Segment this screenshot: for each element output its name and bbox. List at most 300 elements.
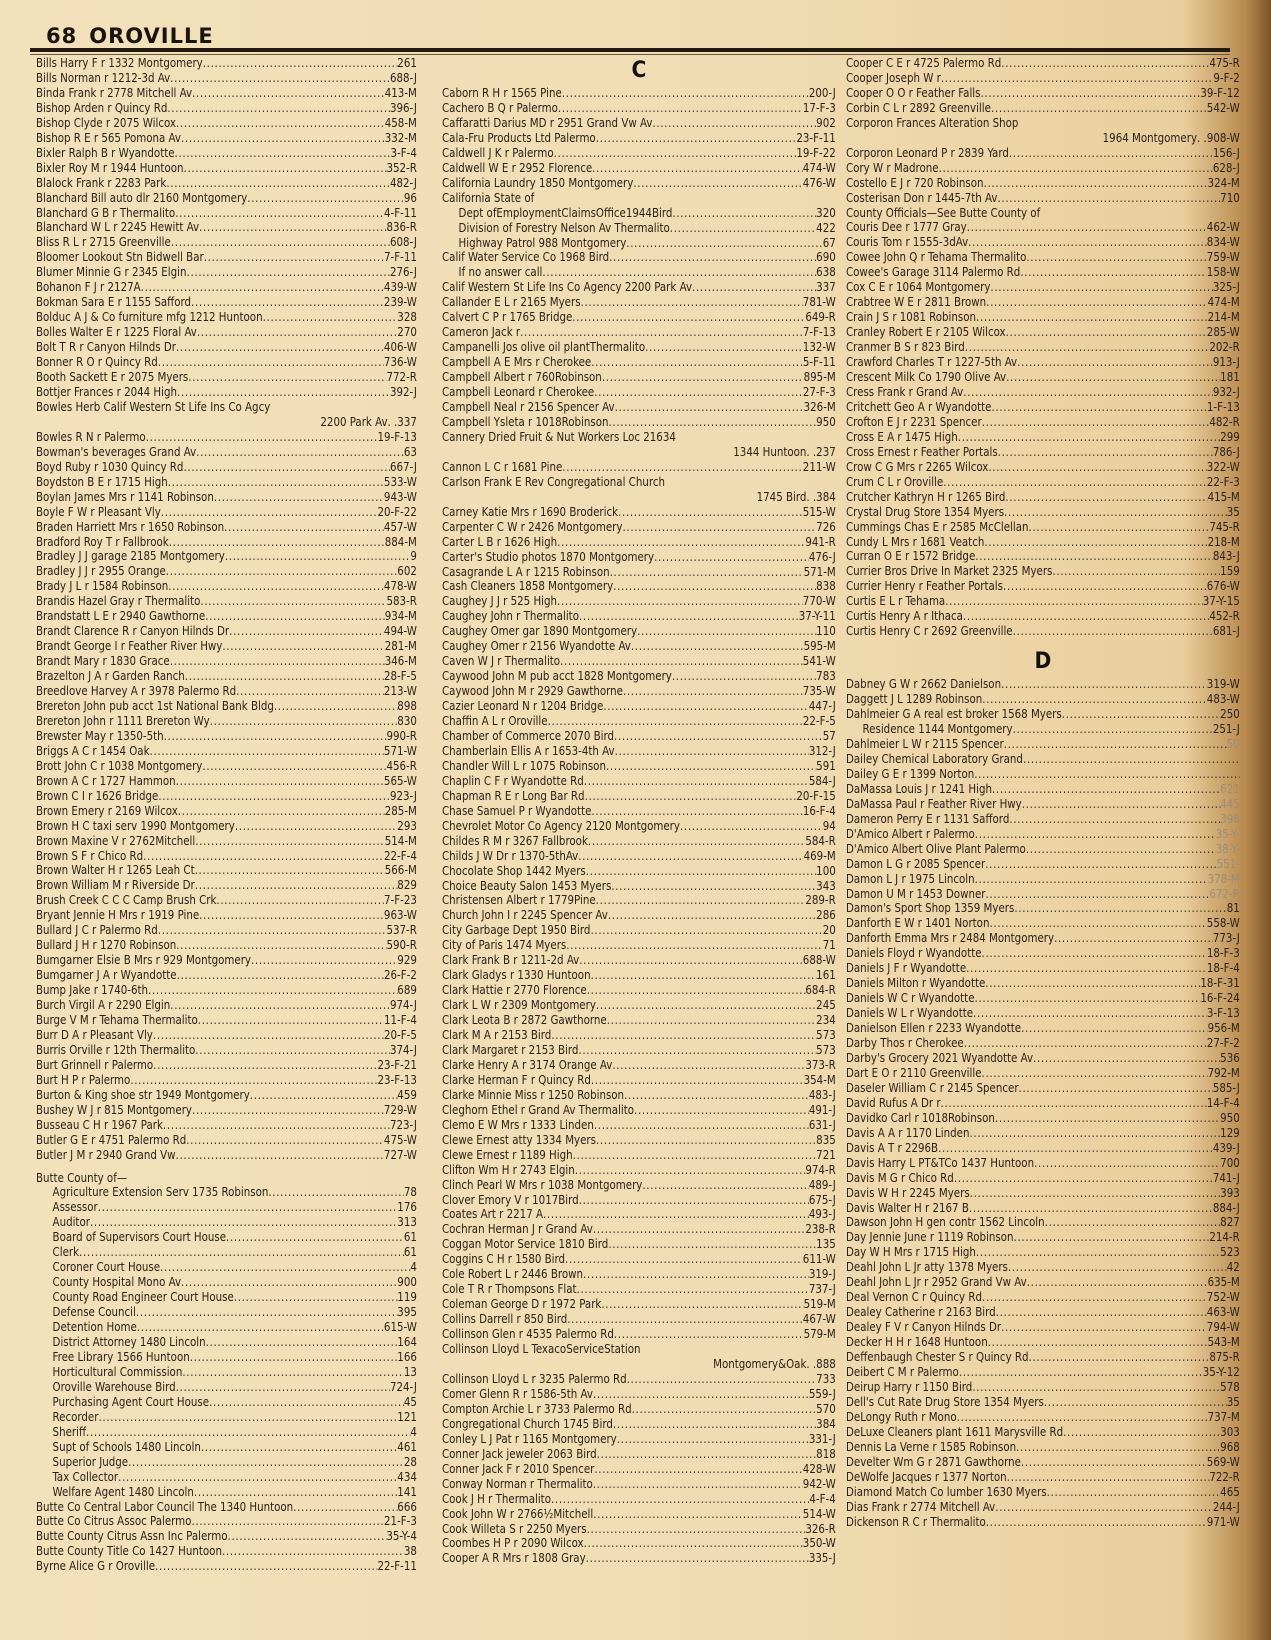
dot-leader: [633, 176, 802, 191]
listing-phone: 331-J: [808, 1431, 836, 1446]
dot-leader: [982, 946, 1207, 961]
dot-leader: [634, 1103, 809, 1118]
listing-name: Bottjer Frances r 2044 High: [36, 384, 178, 399]
listing-phone: 838: [816, 579, 836, 594]
listing-phone: 428-W: [802, 1461, 836, 1476]
listing-name: Boydston B E r 1715 High: [36, 474, 168, 489]
listing-name: Damon's Sport Shop 1359 Myers: [846, 901, 1015, 916]
listing-entry: [442, 1193, 836, 1208]
listing-phone: 688-W: [802, 953, 836, 968]
dot-leader: [973, 1006, 1207, 1021]
listing-entry: [846, 812, 1240, 827]
dot-leader: [988, 460, 1206, 475]
listing-entry: [846, 400, 1240, 415]
listing-name: Collinson Lloyd L r 3235 Palermo Rd: [442, 1371, 627, 1386]
listing-name: Cowee's Garage 3114 Palermo Rd: [846, 265, 1021, 280]
dot-leader: [554, 146, 797, 161]
dot-leader: [158, 789, 390, 804]
listing-entry: [36, 1290, 417, 1305]
listing-entry: [36, 1544, 417, 1559]
dot-leader: [195, 863, 385, 878]
listing-phone: 4-F-4: [809, 1491, 836, 1506]
listing-name: Boyle F W r Pleasant Vly: [36, 504, 161, 519]
dot-leader: [176, 1380, 390, 1395]
listing-phone: 39-F-12: [1200, 85, 1240, 100]
listing-entry: [36, 654, 417, 669]
listing-name: Currier Henry r Feather Portals: [846, 579, 1004, 594]
listing-entry: [846, 1230, 1240, 1245]
listing-entry: [442, 879, 836, 894]
listing-entry: [442, 1372, 836, 1387]
listing-name: Chapman R E r Long Bar Rd: [442, 788, 585, 803]
listing-entry: [846, 535, 1240, 550]
listing-entry: [846, 460, 1240, 475]
listing-name: Crystal Drug Store 1354 Myers: [846, 504, 1005, 519]
dot-leader: [958, 430, 1220, 445]
dot-leader: [130, 1073, 377, 1088]
listing-entry: [846, 1201, 1240, 1216]
listing-name: Blanchard W L r 2245 Hewitt Av: [36, 220, 200, 235]
listing-name: Cranley Robert E r 2105 Wilcox: [846, 325, 1006, 340]
listing-entry: [846, 1305, 1240, 1320]
listing-phone: 621: [1220, 781, 1240, 796]
listing-name: Cooper C E r 4725 Palermo Rd: [846, 56, 1002, 70]
dot-leader: [982, 1066, 1208, 1081]
listing-name: Brott John C r 1038 Montgomery: [36, 758, 203, 773]
listing-entry: [442, 804, 836, 819]
listing-entry: [36, 549, 417, 564]
listing-name: Coombes H P r 2090 Wilcox: [442, 1536, 584, 1551]
listing-entry: [442, 1551, 836, 1566]
listing-phone: 4-F-11: [384, 205, 417, 220]
dot-leader: [596, 998, 816, 1013]
listing-name: Braden Harriett Mrs r 1650 Robinson: [36, 519, 225, 534]
listing-phone: 578: [1220, 1379, 1240, 1394]
listing-phone: 5-F-11: [802, 355, 836, 370]
listing-entry: [36, 295, 417, 310]
dot-leader: [612, 1058, 805, 1073]
dot-leader: [560, 654, 803, 669]
listing-name: Purchasing Agent Court House: [52, 1394, 210, 1409]
listing-phone: 337: [816, 280, 836, 295]
listing-name: Danforth E W r 1401 Norton: [846, 916, 990, 931]
dot-leader: [991, 101, 1207, 116]
dot-leader: [1029, 1350, 1210, 1365]
listing-phone: 71: [822, 938, 836, 953]
dot-leader: [176, 774, 384, 789]
listing-entry: [36, 445, 417, 460]
listing-phone: 335-J: [808, 1551, 836, 1566]
dot-leader: [631, 639, 804, 654]
spacer: [846, 131, 1103, 146]
dot-leader: [581, 295, 803, 310]
listing-phone: 566-M: [384, 863, 417, 878]
listing-phone: 700: [1220, 1155, 1240, 1170]
listing-phone: 326-M: [803, 400, 836, 415]
dot-leader: [177, 968, 384, 983]
dot-leader: [176, 116, 385, 131]
dot-leader: [236, 684, 384, 699]
listing-entry: [442, 146, 836, 161]
listing-name: Dahlmeier L W r 2115 Spencer: [846, 736, 1004, 751]
listing-name: Cook Willeta S r 2250 Myers: [442, 1521, 587, 1536]
listing-entry: [36, 968, 417, 983]
listing-phone: 569-W: [1206, 1454, 1240, 1469]
listing-entry: [442, 639, 836, 654]
dot-leader: [992, 782, 1220, 797]
listing-entry: [36, 220, 417, 235]
listing-entry: [36, 1275, 417, 1290]
dot-leader: [588, 834, 805, 849]
listing-name: Bradley J J r 2955 Orange: [36, 564, 166, 579]
listing-name: Byrne Alice G r Oroville: [36, 1559, 156, 1574]
listing-entry: [846, 56, 1240, 71]
listing-name: Curtis Henry A r Ithaca: [846, 609, 963, 624]
listing-name: Caffaratti Darius MD r 2951 Grand Vw Av: [442, 115, 653, 130]
directory-column-1: [36, 56, 417, 1574]
listing-phone: 422: [816, 220, 836, 235]
listing-name: Daggett J L 1289 Robinson: [846, 692, 983, 707]
listing-name: DeLuxe Cleaners plant 1611 Marysville Rd: [846, 1424, 1064, 1439]
listing-phone: 121: [397, 1409, 417, 1424]
listing-name: Welfare Agent 1480 Lincoln: [52, 1484, 194, 1499]
listing-entry: [442, 864, 836, 879]
listing-name: Diamond Match Co lumber 1630 Myers: [846, 1484, 1047, 1499]
listing-phone: 584-J: [808, 773, 836, 788]
listing-entry: [846, 1021, 1240, 1036]
listing-phone: 38: [403, 1544, 417, 1559]
listing-phone: 326-R: [805, 1521, 836, 1536]
listing-name: Brown Emery r 2169 Wilcox: [36, 803, 178, 818]
listing-phone: 533-W: [383, 474, 417, 489]
dot-leader: [622, 520, 816, 535]
dot-leader: [982, 692, 1207, 707]
listing-name: Coggan Motor Service 1810 Bird: [442, 1237, 609, 1252]
listing-name: Dias Frank r 2774 Mitchell Av: [846, 1499, 996, 1514]
listing-phone: 888: [816, 1356, 836, 1372]
dot-leader: [1023, 752, 1240, 767]
dot-leader: [175, 206, 384, 221]
listing-name: Brandstatt L E r 2940 Gawthorne: [36, 609, 206, 624]
listing-entry: [36, 1230, 417, 1245]
listing-entry: [442, 1178, 836, 1193]
listing-name: Daniels W L r Wyandotte: [846, 1006, 974, 1021]
listing-name: County Hospital Mono Av: [52, 1275, 182, 1290]
listing-entry: [36, 176, 417, 191]
dot-leader: [970, 1186, 1220, 1201]
dot-leader: [1026, 250, 1206, 265]
listing-name: Curran O E r 1572 Bridge: [846, 549, 976, 564]
listing-entry: [442, 101, 836, 116]
listing-entry: [846, 520, 1240, 535]
dot-leader: [943, 475, 1207, 490]
dot-leader: [1062, 707, 1220, 722]
dot-leader: [670, 221, 816, 236]
listing-phone: 635-M: [1207, 1275, 1240, 1290]
listing-entry: [36, 1350, 417, 1365]
listing-entry: [36, 893, 417, 908]
listing-entry: [442, 221, 836, 236]
dot-leader: [216, 893, 384, 908]
listing-entry: [36, 1088, 417, 1103]
listing-name: Detention Home: [52, 1320, 137, 1335]
dot-leader: [615, 400, 804, 415]
listing-phone: 239-W: [383, 295, 417, 310]
listing-entry: [442, 116, 836, 131]
listing-name: Clover Emory V r 1017Bird: [442, 1192, 579, 1207]
listing-entry: [36, 1200, 417, 1215]
dot-leader: [1021, 1021, 1208, 1036]
listing-phone: 676-W: [1206, 579, 1240, 594]
listing-entry: [442, 206, 836, 221]
dot-leader: [586, 1551, 809, 1566]
listing-name: Couris Tom r 1555-3dAv: [846, 235, 969, 250]
dot-leader: [169, 535, 385, 550]
listing-phone: 672-R: [1209, 886, 1240, 901]
listing-entry: [442, 505, 836, 520]
listing-entry: [442, 1477, 836, 1492]
dot-leader: [1006, 325, 1207, 340]
listing-entry: [36, 430, 417, 445]
dot-leader: [585, 789, 797, 804]
listing-name: Damon L J r 1975 Lincoln: [846, 871, 975, 886]
listing-name: Daseler William C r 2145 Spencer: [846, 1080, 1019, 1095]
listing-name: Tax Collector: [52, 1469, 119, 1484]
listing-entry: [36, 1440, 417, 1455]
listing-entry: [846, 325, 1240, 340]
listing-name: Bowles R N r Palermo: [36, 429, 146, 444]
dot-leader: [1045, 1215, 1221, 1230]
dot-leader: [251, 953, 397, 968]
listing-name: Burt Grinnell r Palermo: [36, 1057, 154, 1072]
listing-entry: [36, 1380, 417, 1395]
dot-leader: [1007, 1470, 1210, 1485]
listing-entry: [36, 1148, 417, 1163]
listing-name: Bokman Sara E r 1155 Safford: [36, 295, 192, 310]
dot-leader: [1005, 490, 1207, 505]
dot-leader: [985, 887, 1209, 902]
listing-name: Butte County Citrus Assn Inc Palermo: [36, 1529, 228, 1544]
listing-name: City Garbage Dept 1950 Bird: [442, 923, 591, 938]
listing-entry: [36, 1013, 417, 1028]
listing-phone: 483-W: [1206, 692, 1240, 707]
listing-name: Danforth Emma Mrs r 2484 Montgomery: [846, 931, 1055, 946]
listing-name: Bixler Ralph B r Wyandotte: [36, 145, 175, 160]
listing-entry: [442, 893, 836, 908]
dot-leader: [198, 1013, 384, 1028]
listing-phone: 35-Y-4: [386, 1529, 417, 1544]
listing-entry: [846, 1470, 1240, 1485]
dot-leader: [184, 161, 387, 176]
listing-phone: 830: [397, 713, 417, 728]
listing-name: Brown C I r 1626 Bridge: [36, 788, 159, 803]
listing-entry: [442, 400, 836, 415]
listing-phone: 320: [816, 205, 836, 220]
listing-phone: 9-F-2: [1213, 70, 1240, 85]
listing-entry: [36, 131, 417, 146]
listing-name: Bonner R O r Quincy Rd: [36, 355, 158, 370]
dot-leader: [976, 310, 1208, 325]
listing-entry: [442, 654, 836, 669]
listing-name: Daniels J F r Wyandotte: [846, 961, 967, 976]
listing-name: Blalock Frank r 2283 Park: [36, 175, 167, 190]
dot-leader: . .: [806, 443, 817, 459]
listing-entry: [442, 1267, 836, 1282]
listing-phone: 474-W: [802, 160, 836, 175]
listing-name: Currier Bros Drive In Market 2325 Myers: [846, 564, 1053, 579]
listing-entry: [442, 1492, 836, 1507]
listing-phone: 261: [397, 56, 417, 70]
listing-name: Coroner Court House: [52, 1260, 161, 1275]
listing-entry: [36, 669, 417, 684]
listing-name: Blanchard G B r Thermalito: [36, 205, 176, 220]
listing-entry: [36, 460, 417, 475]
listing-name: Cole Robert L r 2446 Brown: [442, 1267, 584, 1282]
listing-name: Brewster May r 1350-5th: [36, 728, 164, 743]
listing-name: Daniels Milton r Wyandotte: [846, 976, 986, 991]
listing-phone: 35: [1226, 1394, 1240, 1409]
listing-entry: [36, 594, 417, 609]
listing-phone: 843-J: [1212, 549, 1240, 564]
listing-entry: [36, 579, 417, 594]
dot-leader: [626, 236, 822, 251]
listing-phone: 350-W: [802, 1536, 836, 1551]
dot-leader: [995, 1111, 1220, 1126]
listing-phone: 971-W: [1206, 1514, 1240, 1529]
listing-name: Clark Margaret r 2153 Bird: [442, 1043, 579, 1057]
listing-phone: 773-J: [1212, 931, 1240, 946]
header-rule-thin: [30, 54, 1230, 55]
listing-entry: [846, 1156, 1240, 1171]
listing-name: Davis Harry L PT&TCo 1437 Huntoon: [846, 1155, 1035, 1170]
dot-leader: [204, 250, 384, 265]
listing-entry: [846, 1440, 1240, 1455]
listing-phone: 781-W: [802, 295, 836, 310]
listing-entry: [846, 1395, 1240, 1410]
listing-entry: [442, 535, 836, 550]
dot-leader: [652, 116, 816, 131]
listing-phone: 35-Y-12: [1202, 1365, 1240, 1380]
listing-name: Chevrolet Motor Co Agency 2120 Montgomery: [442, 818, 680, 833]
listing-entry: [846, 1320, 1240, 1335]
dot-leader: [542, 265, 816, 280]
listing-phone: 483-J: [808, 1087, 836, 1102]
listing-name: Davidko Carl r 1018Robinson: [846, 1110, 995, 1125]
listing-name: Clark Frank B r 1211-2d Av: [442, 953, 580, 968]
dot-leader: [1020, 265, 1206, 280]
dot-leader: [957, 1410, 1208, 1425]
listing-phone: 181: [1220, 370, 1240, 385]
dot-leader: [1001, 1320, 1207, 1335]
listing-entry: [36, 1305, 417, 1320]
listing-entry: [846, 1245, 1240, 1260]
listing-name: Butte County Title Co 1427 Huntoon: [36, 1544, 222, 1559]
listing-phone: 166: [397, 1349, 417, 1364]
listing-entry: [442, 609, 836, 624]
listing-phone: 515-W: [802, 504, 836, 519]
listing-entry: [36, 206, 417, 221]
listing-address: 2200 Park Av: [320, 413, 388, 429]
dot-leader: [572, 310, 805, 325]
listing-entry: [846, 1350, 1240, 1365]
dot-leader: [163, 1118, 390, 1133]
listing-phone: 615-W: [383, 1320, 417, 1335]
listing-phone: 218-M: [1207, 534, 1240, 549]
listing-phone: 396-J: [389, 100, 417, 115]
listing-entry: [36, 310, 417, 325]
listing-phone: 493-J: [808, 1207, 836, 1222]
listing-phone: 968: [1220, 1439, 1240, 1454]
dot-leader: [1017, 355, 1213, 370]
listing-entry: [442, 849, 836, 864]
listing-phone: 7-F-11: [384, 250, 417, 265]
listing-phone: 94: [822, 818, 836, 833]
listing-phone: 834-W: [1206, 235, 1240, 250]
listing-name: Brown H C taxi serv 1990 Montgomery: [36, 818, 235, 833]
listing-name: Davis W H r 2245 Myers: [846, 1185, 970, 1200]
listing-name: Conley L J Pat r 1165 Montgomery: [442, 1431, 617, 1446]
listing-phone: 456-R: [386, 758, 417, 773]
listing-entry: [36, 535, 417, 550]
listing-name: Conway Norman r Thermalito: [442, 1476, 593, 1491]
listing-name: Burch Virgil A r 2290 Elgin: [36, 998, 171, 1013]
listing-phone: 829: [397, 878, 417, 893]
listing-name: Campbell Neal r 2156 Spencer Av: [442, 400, 615, 415]
listing-phone: 20: [822, 923, 836, 938]
listing-name: Darby Thos r Cherokee: [846, 1036, 964, 1051]
listing-entry: [846, 235, 1240, 250]
dot-leader: [176, 340, 384, 355]
listing-name: Bradley J J garage 2185 Montgomery: [36, 549, 225, 564]
listing-name: Collins Darrell r 850 Bird: [442, 1312, 568, 1327]
listing-entry: [846, 946, 1240, 961]
listing-phone: 573: [816, 1043, 836, 1057]
listing-phone: 164: [397, 1335, 417, 1350]
dot-leader: [941, 71, 1214, 86]
listing-entry: [36, 355, 417, 370]
listing-name: Caughey Omer gar 1890 Montgomery: [442, 624, 638, 639]
listing-phone: 384: [816, 488, 836, 504]
dot-leader: [562, 460, 803, 475]
dot-leader: [1014, 1230, 1210, 1245]
listing-entry: [846, 161, 1240, 176]
listing-phone: 7-F-13: [802, 325, 836, 340]
dot-leader: [137, 1320, 384, 1335]
dot-leader: . .: [806, 1356, 817, 1372]
listing-name: Brereton John pub acct 1st National Bank Bldg: [36, 698, 274, 713]
dot-leader: [975, 872, 1208, 887]
dot-leader: [614, 1327, 804, 1342]
listing-entry: [36, 849, 417, 864]
listing-name: County Road Engineer Court House: [52, 1290, 234, 1305]
dot-leader: [203, 56, 398, 71]
listing-name: Chamber of Commerce 2070 Bird: [442, 728, 615, 743]
listing-phone: 737-J: [808, 1282, 836, 1297]
listing-name: Campbell A E Mrs r Cherokee: [442, 355, 592, 370]
dot-leader: . .: [1197, 129, 1207, 145]
listing-name: Burt H P r Palermo: [36, 1072, 131, 1087]
dot-leader: [618, 505, 803, 520]
dot-leader: [963, 385, 1213, 400]
listing-name: Conner Jack jeweler 2063 Bird: [442, 1446, 597, 1461]
listing-phone: 3-F-13: [1206, 1006, 1240, 1021]
listing-phone: 161: [816, 968, 836, 983]
listing-phone: 11-F-4: [384, 1013, 417, 1027]
listing-phone: 20-F-5: [384, 1027, 417, 1042]
dot-leader: [1027, 1275, 1208, 1290]
listing-phone: 913-J: [1212, 355, 1240, 370]
dot-leader: [565, 1252, 803, 1267]
